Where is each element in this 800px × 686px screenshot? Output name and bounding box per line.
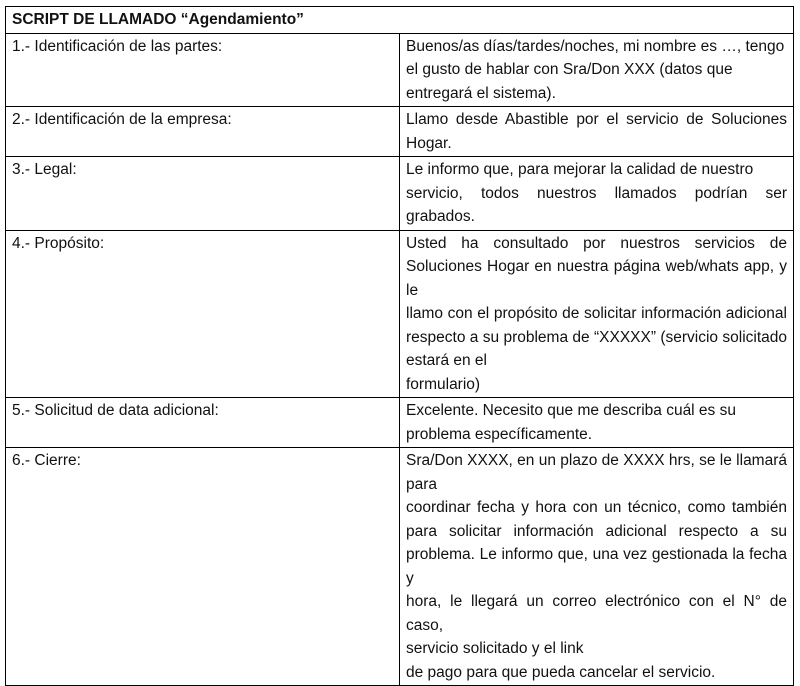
step-text-line: Sra/Don XXXX, en un plazo de XXXX hrs, se le llamará para xyxy=(406,452,787,493)
step-text-line: entregará el sistema). xyxy=(406,84,556,102)
step-text-line: Buenos/as días/tardes/noches, mi nombre es …, tengo xyxy=(406,37,785,55)
script-rows xyxy=(6,33,794,686)
step-text-line: respecto a su problema de “XXXXX” (servicio solicitado xyxy=(406,328,787,346)
call-script-table xyxy=(5,6,794,686)
step-text xyxy=(400,157,794,231)
script-row xyxy=(6,33,794,107)
step-text-line: Excelente. Necesito que me describa cuál es su xyxy=(406,402,736,419)
step-label: 1.- Identificación de las partes: xyxy=(6,33,400,107)
step-text-line: de pago para que pueda cancelar el servicio. xyxy=(406,663,716,681)
step-text-line: Le informo que, para mejorar la calidad de nuestro xyxy=(406,161,754,178)
step-text xyxy=(400,33,794,107)
step-label: 6.- Cierre: xyxy=(6,448,400,686)
step-text-line: Hogar. xyxy=(406,134,452,152)
step-text-line: servicio solicitado y el link xyxy=(406,640,584,657)
step-text-line: llamo con el propósito de solicitar información adicional xyxy=(406,305,787,322)
step-text xyxy=(400,398,794,448)
step-text-line: Usted ha consultado por nuestros servicios de xyxy=(406,234,787,252)
step-label: 4.- Propósito: xyxy=(6,230,400,398)
step-label: 2.- Identificación de la empresa: xyxy=(6,107,400,157)
step-text-line: formulario) xyxy=(406,375,481,393)
step-text-line: el gusto de hablar con Sra/Don XXX (datos que xyxy=(406,61,733,78)
step-text-line: Soluciones Hogar en nuestra página web/whats app, y le xyxy=(406,258,787,299)
step-text-line: hora, le llegará un correo electrónico con el N° de caso, xyxy=(406,593,787,634)
step-text xyxy=(400,230,794,398)
step-text-line: problema específicamente. xyxy=(406,425,593,443)
script-row xyxy=(6,107,794,157)
step-text-line: Llamo desde Abastible por el servicio de Soluciones xyxy=(406,111,787,128)
script-row xyxy=(6,448,794,686)
script-row xyxy=(6,157,794,231)
script-row xyxy=(6,230,794,398)
script-row xyxy=(6,398,794,448)
script-title: SCRIPT DE LLAMADO “Agendamiento” xyxy=(6,7,794,34)
step-text-line: estará en el xyxy=(406,352,487,369)
step-text xyxy=(400,448,794,686)
step-text-line: para solicitar información adicional respecto a su xyxy=(406,522,787,540)
step-text-line: servicio, todos nuestros llamados podrían ser grabados. xyxy=(406,184,787,225)
title-row xyxy=(6,7,794,34)
step-text-line: coordinar fecha y hora con un técnico, como también xyxy=(406,499,787,516)
step-label: 5.- Solicitud de data adicional: xyxy=(6,398,400,448)
step-text xyxy=(400,107,794,157)
step-text-line: problema. Le informo que, una vez gestionada la fecha y xyxy=(406,546,787,587)
step-label: 3.- Legal: xyxy=(6,157,400,231)
